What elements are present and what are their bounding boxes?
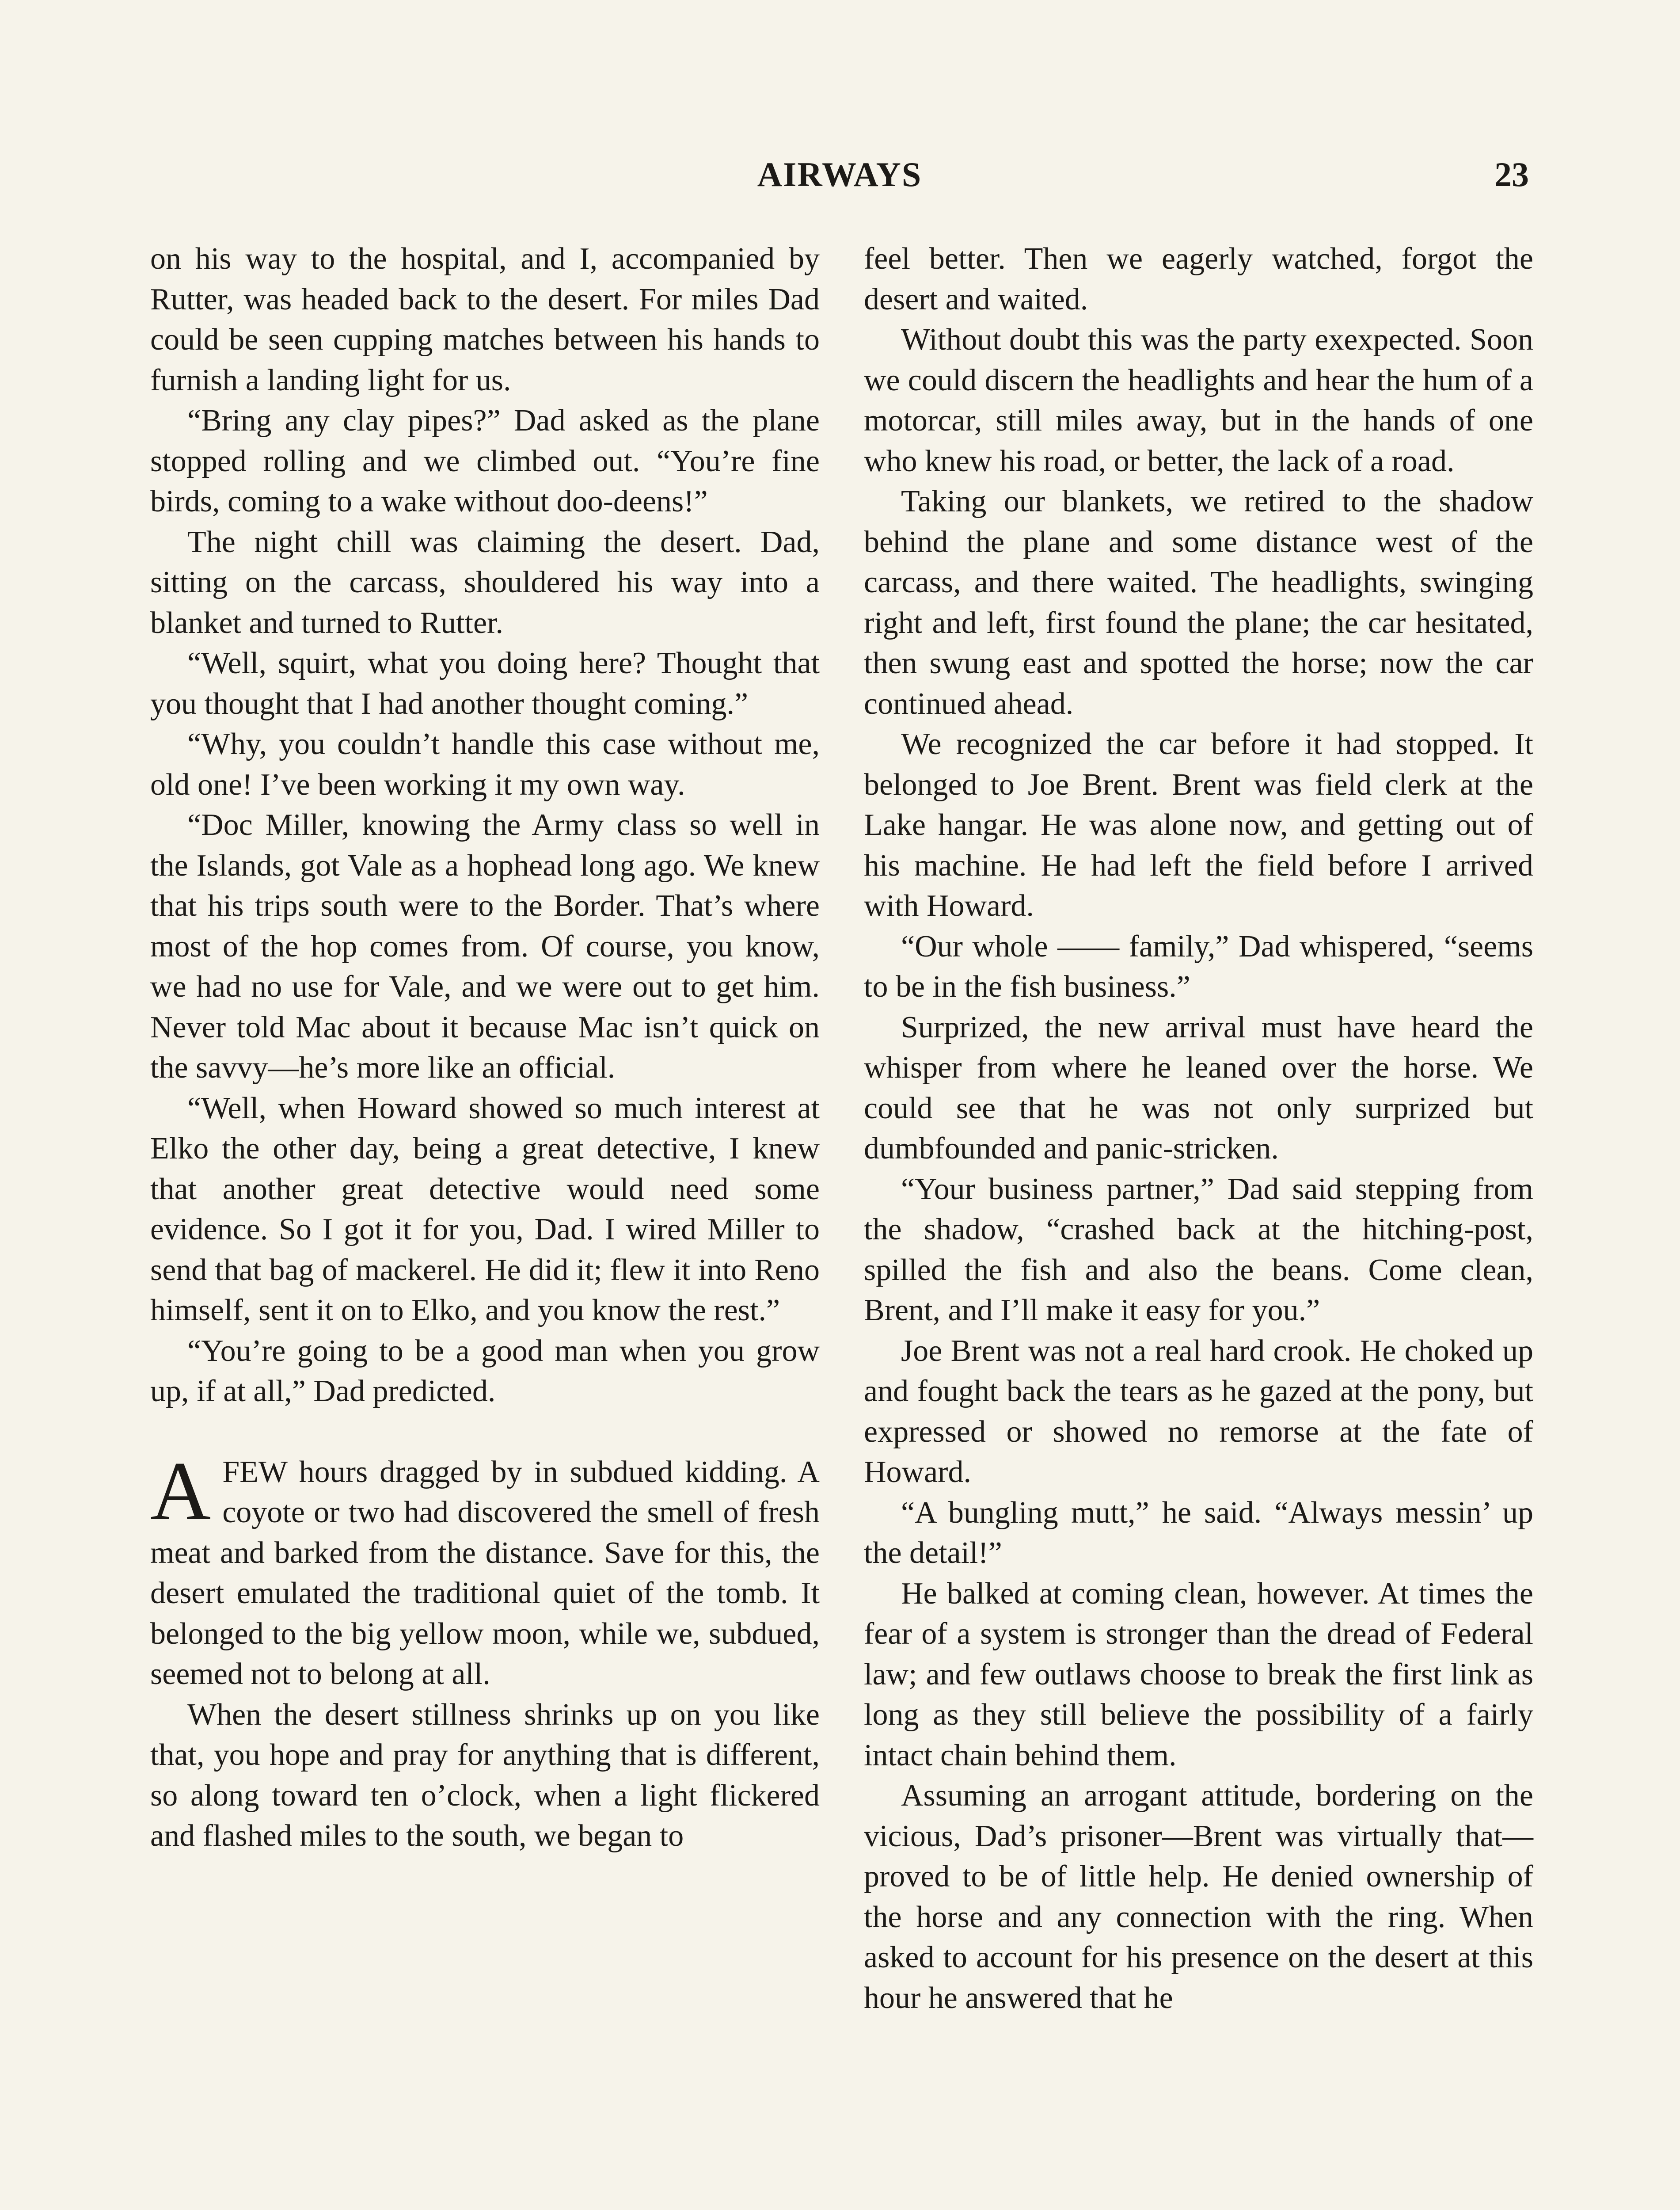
paragraph: “Why, you couldn’t handle this case without me, old one! I’ve been working it my own way. — [150, 727, 820, 802]
paragraph: We recognized the car before it had stopped. It belonged to Joe Brent. Brent was field clerk at the Lake hangar. He was alone now, and getting out of his machine. He had left the field before I arrived with Howard. — [864, 727, 1533, 923]
lead-in-word: FEW — [222, 1455, 287, 1489]
paragraph: Without doubt this was the party exexpected. Soon we could discern the headlights and hear the hum of a motorcar, still miles away, but in the hands of one who knew his road, or better, the lack of a road. — [864, 323, 1533, 478]
paragraph: He balked at coming clean, however. At times the fear of a system is stronger than the dread of Federal law; and few outlaws choose to break the first link as long as they still believe the possibility of a fairly intact chain behind them. — [864, 1576, 1533, 1772]
paragraph: “Well, squirt, what you doing here? Thought that you thought that I had another thought coming.” — [150, 646, 820, 721]
paragraph: “A bungling mutt,” he said. “Always messin’ up the detail!” — [864, 1495, 1533, 1570]
paragraph: “Your business partner,” Dad said stepping from the shadow, “crashed back at the hitching-post, spilled the fish and also the beans. Come clean, Brent, and I’ll make it easy for you.” — [864, 1172, 1533, 1327]
paragraph-text: hours dragged by in subdued kidding. A coyote or two had discovered the smell of fresh meat and barked from the distance. Save for this, the desert emulated the traditional quiet of the tomb. It belonged to the big yellow moon, while we, subdued, seemed not to belong at all. — [150, 1455, 820, 1691]
page-number: 23 — [1494, 155, 1529, 194]
running-head: AIRWAYS — [757, 155, 922, 194]
paragraph: “Well, when Howard showed so much interest at Elko the other day, being a great detective, I knew that another great detective would need some evidence. So I got it for you, Dad. I wired Miller to send that bag of mackerel. He did it; flew it into Reno himself, sent it on to Elko, and you know the rest.” — [150, 1091, 820, 1327]
paragraph: “Our whole —— family,” Dad whispered, “seems to be in the fish business.” — [864, 929, 1533, 1004]
drop-cap: A — [150, 1444, 211, 1538]
paragraph: “Doc Miller, knowing the Army class so well in the Islands, got Vale as a hophead long ago. We knew that his trips south were to the Border. That’s where most of the hop comes from. Of course, you know, we had no use for Vale, and we were out to get him. Never told Mac about it because Mac isn’t quick on the savvy—he’s more like an official. — [150, 808, 820, 1085]
paragraph: Taking our blankets, we retired to the shadow behind the plane and some distance west of the carcass, and there waited. The headlights, swinging right and left, first found the plane; the car hesitated, then swung east and spotted the horse; now the car continued ahead. — [864, 484, 1533, 721]
paragraph: Joe Brent was not a real hard crook. He choked up and fought back the tears as he gazed at the pony, but expressed or showed no remorse at the fate of Howard. — [864, 1334, 1533, 1489]
paragraph: on his way to the hospital, and I, accompanied by Rutter, was headed back to the desert. For miles Dad could be seen cupping matches between his hands to furnish a landing light for us. — [150, 242, 820, 397]
section-start-paragraph — [150, 1444, 820, 1695]
paragraph: Assuming an arrogant attitude, bordering on the vicious, Dad’s prisoner—Brent was virtually that—proved to be of little help. He denied ownership of the horse and any connection with the ring. When asked to account for his presence on the desert at this hour he answered that he — [864, 1779, 1533, 2015]
page-header — [150, 150, 1529, 199]
right-column — [864, 239, 1533, 2018]
paragraph: “You’re going to be a good man when you grow up, if at all,” Dad predicted. — [150, 1334, 820, 1408]
paragraph: feel better. Then we eagerly watched, forgot the desert and waited. — [864, 242, 1533, 316]
paragraph: When the desert stillness shrinks up on you like that, you hope and pray for anything that is different, so along toward ten o’clock, when a light flickered and flashed miles to the south, we began to — [150, 1697, 820, 1853]
paragraph: The night chill was claiming the desert. Dad, sitting on the carcass, shouldered his way into a blanket and turned to Rutter. — [150, 525, 820, 640]
paragraph: “Bring any clay pipes?” Dad asked as the plane stopped rolling and we climbed out. “You’re fine birds, coming to a wake without doo-deens!” — [150, 404, 820, 518]
left-column — [150, 239, 820, 1856]
paragraph: Surprized, the new arrival must have heard the whisper from where he leaned over the horse. We could see that he was not only surprized but dumbfounded and panic-stricken. — [864, 1010, 1533, 1166]
